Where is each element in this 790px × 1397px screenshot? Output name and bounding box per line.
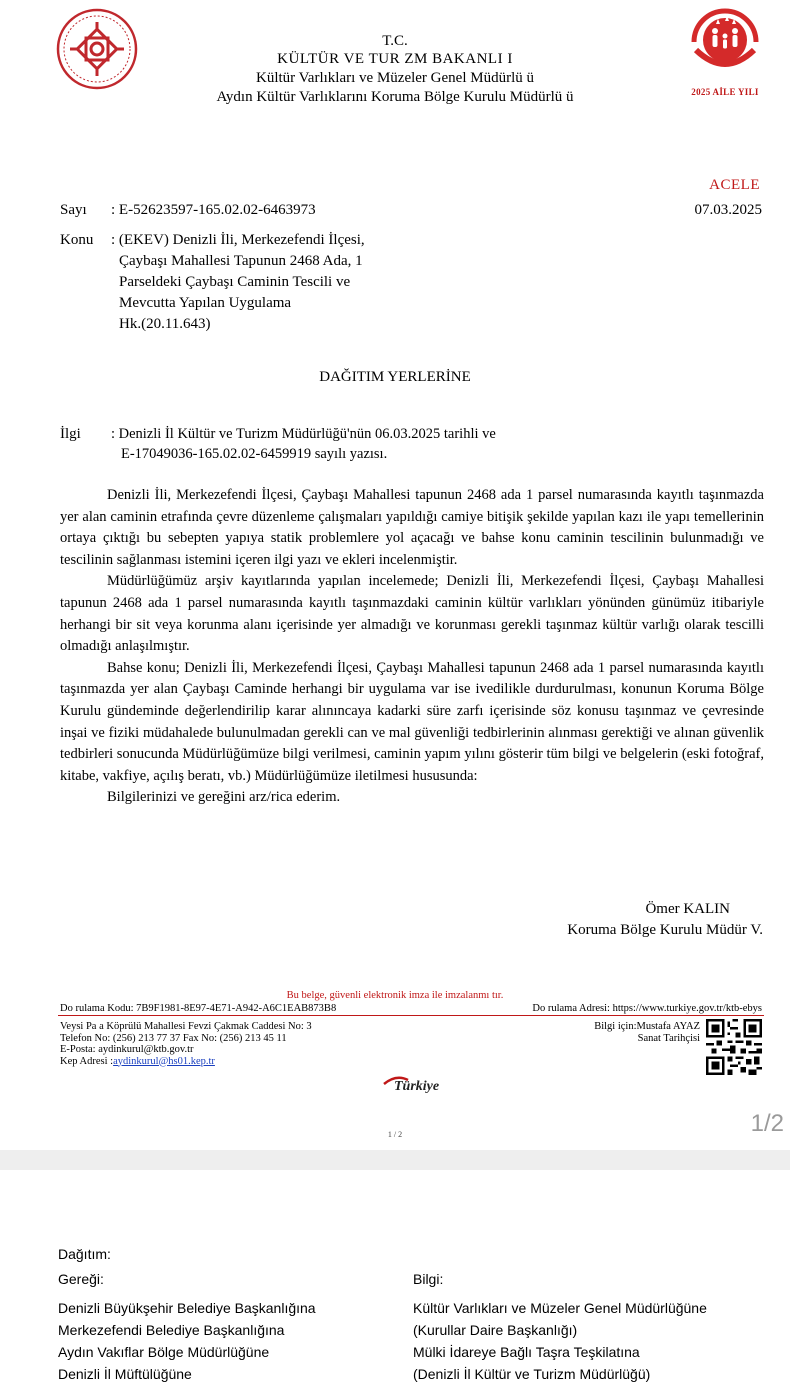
- sayi-value: : E-52623597-165.02.02-6463973: [111, 202, 316, 218]
- konu-line: : (EKEV) Denizli İli, Merkezefendi İlçesi,: [111, 232, 365, 248]
- konu-line: Parseldeki Çaybaşı Caminin Tescili ve: [119, 274, 351, 290]
- qr-code-icon: [706, 1019, 762, 1075]
- turkiye-logo: [378, 1070, 448, 1100]
- konu-line: Çaybaşı Mahallesi Tapunun 2468 Ada, 1: [119, 253, 363, 269]
- contact-phone: Telefon No: (256) 213 77 37 Fax No: (256) 213 45 11: [60, 1032, 287, 1044]
- list-item: (Denizli İl Kültür ve Turizm Müdürlüğü): [413, 1366, 651, 1382]
- list-item: Denizli İl Müftülüğüne: [58, 1366, 192, 1382]
- konu-line: Mevcutta Yapılan Uygulama: [119, 295, 292, 311]
- footer-divider: [58, 1015, 764, 1016]
- bilgi-list: [413, 1297, 707, 1385]
- verify-address[interactable]: Do rulama Adresi: https://www.turkiye.gov.tr/ktb-ebys: [532, 1003, 762, 1014]
- kep-link[interactable]: aydinkurul@hs01.kep.tr: [113, 1055, 215, 1067]
- contact-email: E-Posta: aydinkurul@ktb.gov.tr: [60, 1044, 194, 1055]
- body-paragraph: Müdürlüğümüz arşiv kayıtlarında yapılan incelemede; Denizli İli, Merkezefendi İlçesi, Çaybaşı Mahallesi tapunun 2468 ada 1 parsel numarasında kayıtlı taşınmazdaki caminin kültür varlıkları yönünden günümüz itibariyle herhangi bir sit veya korunma alanı içerisinde yer almadığı ve korunması gerekli taşınmaz kültür varlığı olarak tescilli olmadığı anlaşılmıştır.: [60, 573, 764, 655]
- family-year-caption: 2025 AİLE YILI: [691, 87, 759, 97]
- page-counter: 1/2: [750, 1110, 784, 1137]
- signer-title: Koruma Bölge Kurulu Müdür V.: [567, 922, 763, 938]
- ilgi-line-1: : Denizli İl Kültür ve Turizm Müdürlüğü'nün 06.03.2025 tarihli ve: [111, 426, 496, 442]
- list-item: Mülki İdareye Bağlı Taşra Teşkilatına: [413, 1344, 640, 1360]
- info-role: Sanat Tarihçisi: [637, 1032, 700, 1044]
- family-year-logo: [682, 4, 768, 97]
- sayi-label: Sayı: [60, 202, 87, 218]
- list-item: (Kurullar Daire Başkanlığı): [413, 1322, 578, 1338]
- header-line-4: Aydın Kültür Varlıklarını Koruma Bölge Kurulu Müdürlü ü: [216, 89, 574, 105]
- page-label: 1 / 2: [387, 1130, 403, 1139]
- signer-name: Ömer KALIN: [645, 901, 730, 917]
- body-paragraph: Bahse konu; Denizli İli, Merkezefendi İlçesi, Çaybaşı Mahallesi tapunun 2468 ada 1 parsel numarasında kayıtlı taşınmazda yer alan Çaybaşı Caminde herhangi bir uygulama var ise ivedilikle durdurulması, konunun Koruma Bölge Kurulu gündeminde değerlendirilip karar alınıncaya kadarki süre zarfı içerisinde söz konusu taşınmaz ve çevresinde inşai ve fiziki müdahalede bulunulmadan gerekli can ve mal güvenliği tedbirlerinin alınması gerektiği ve alınan güvenlik tedbirleri sonucunda Müdürlüğümüze bilgi verilmesi, caminin yapım yılını gösterir tüm bilgi ve belgelerin (eski fotoğraf, kitabe, vakfiye, açılış beratı, vb.) Müdürlüğümüze iletilmesi hususunda:: [60, 659, 764, 784]
- list-item: Merkezefendi Belediye Başkanlığına: [58, 1322, 285, 1338]
- letter-body: [60, 485, 764, 809]
- list-item: Kültür Varlıkları ve Müzeler Genel Müdürlüğüne: [413, 1300, 707, 1316]
- addressee: DAĞITIM YERLERİNE: [319, 369, 471, 385]
- konu-label: Konu: [60, 232, 94, 248]
- verify-code: Do rulama Kodu: 7B9F1981-8E97-4E71-A942-A6C1EAB873B8: [60, 1003, 337, 1014]
- document-date: 07.03.2025: [694, 202, 762, 218]
- contact-kep: [60, 1056, 312, 1068]
- urgency-label: ACELE: [709, 177, 760, 193]
- gereği-list: [58, 1297, 316, 1385]
- page-separator: [0, 1150, 790, 1170]
- page-2: [0, 1170, 790, 1397]
- list-item: Denizli Büyükşehir Belediye Başkanlığına: [58, 1300, 316, 1316]
- bilgi-label: Bilgi:: [413, 1271, 444, 1287]
- ministry-logo: [56, 8, 138, 90]
- info-person: Bilgi için:Mustafa AYAZ: [594, 1021, 700, 1032]
- contact-address: Veysi Pa a Köprülü Mahallesi Fevzi Çakmak Caddesi No: 3: [60, 1021, 312, 1032]
- body-paragraph: Denizli İli, Merkezefendi İlçesi, Çaybaşı Mahallesi tapunun 2468 ada 1 parsel numarasında kayıtlı taşınmazda yer alan caminin etrafında çevre düzenleme çalışmaları yapıldığı camiye bitişik şekilde yapılan kazı ile yapı temellerinin ortaya çıktığı bu sebepten yapıya statik problemlere yol açacağı ve bahse konu caminin tescilinin bulunmadığı ve tescilinin sağlanması istemini içeren ilgi yazı ve ekleri incelenmiştir.: [60, 487, 764, 568]
- ilgi-line-2: E-17049036-165.02.02-6459919 sayılı yazısı.: [121, 446, 388, 462]
- distribution-title: Dağıtım:: [58, 1246, 111, 1262]
- contact-block: [60, 1021, 312, 1067]
- gereği-label: Gereği:: [58, 1271, 104, 1287]
- header-line-2: KÜLTÜR VE TUR ZM BAKANLI I: [277, 51, 513, 67]
- list-item: Aydın Vakıflar Bölge Müdürlüğüne: [58, 1344, 270, 1360]
- konu-line: Hk.(20.11.643): [119, 316, 211, 332]
- esign-note: Bu belge, güvenli elektronik imza ile imzalanmı tır.: [286, 990, 504, 1001]
- info-contact: [594, 1021, 700, 1044]
- turkiye-logo-text: Türkiye: [394, 1079, 440, 1094]
- konu-text: [111, 230, 431, 335]
- body-paragraph: Bilgilerinizi ve gereğini arz/rica ederim.: [107, 789, 341, 806]
- kep-label: Kep Adresi :: [60, 1055, 114, 1067]
- header-line-1: T.C.: [382, 33, 408, 49]
- ilgi-label: İlgi: [60, 426, 81, 442]
- header-line-3: Kültür Varlıkları ve Müzeler Genel Müdürlü ü: [256, 70, 534, 86]
